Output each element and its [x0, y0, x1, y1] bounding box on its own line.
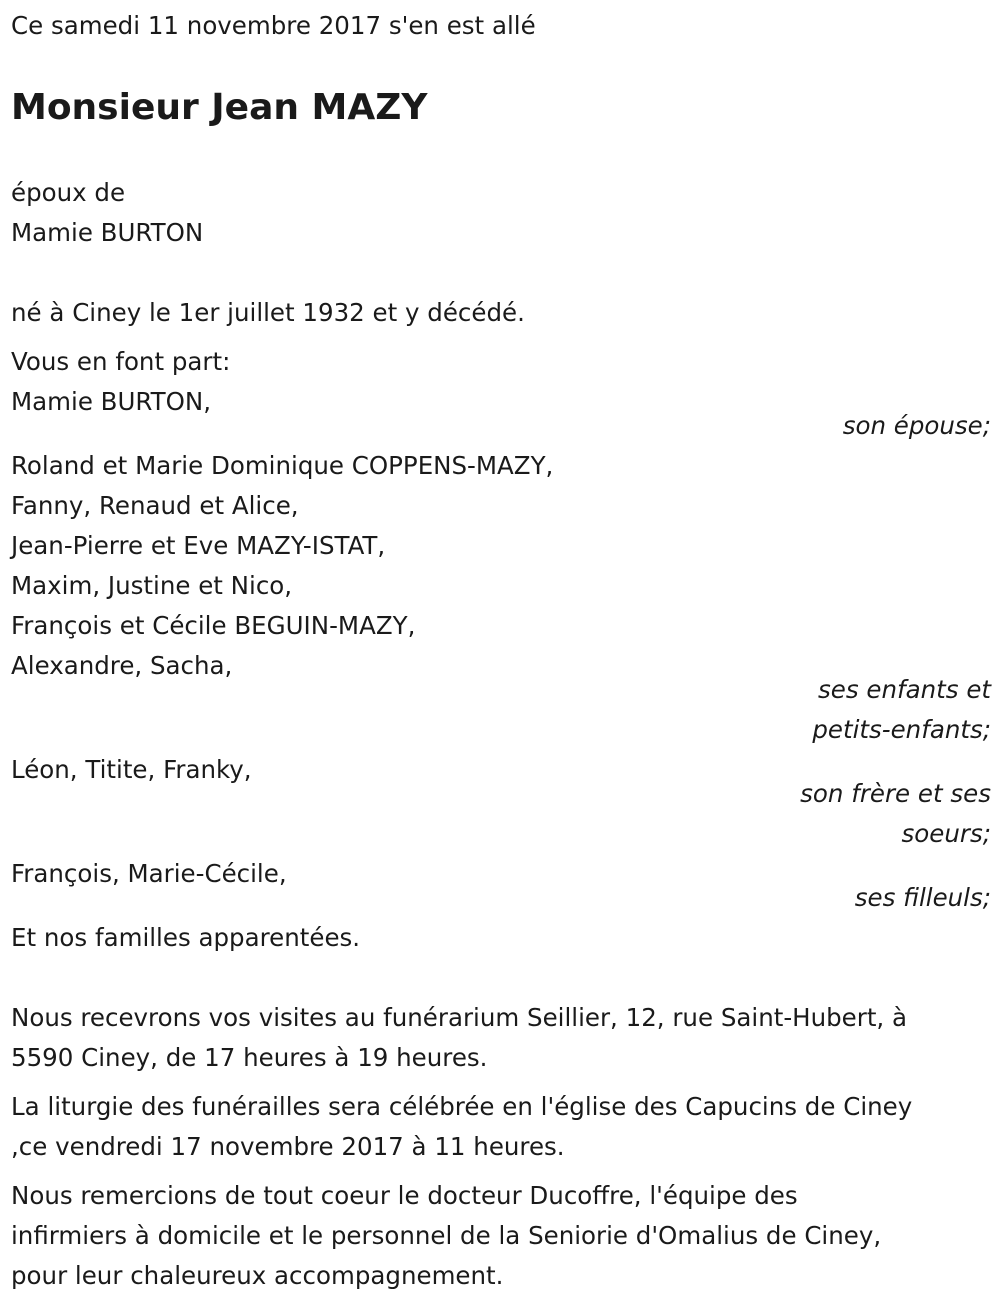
family-group-godchildren: [11, 854, 991, 918]
intro-text: Ce samedi 11 novembre 2017 s'en est allé: [11, 11, 536, 40]
family-group-children: [11, 446, 991, 750]
family-member-line: Jean-Pierre et Eve MAZY-ISTAT,: [11, 531, 386, 560]
family-member-line: Maxim, Justine et Nico,: [11, 571, 293, 600]
family-group-spouse: [11, 382, 991, 446]
announce-title: Vous en font part:: [11, 347, 231, 376]
family-member-line: François, Marie-Cécile,: [11, 859, 287, 888]
paragraph-line: infirmiers à domicile et le personnel de la Seniorie d'Omalius de Ciney,: [11, 1221, 882, 1250]
relation-label: son épouse;: [842, 411, 991, 440]
paragraph-line: Nous remercions de tout coeur le docteur Ducoffre, l'équipe des: [11, 1181, 798, 1210]
family-member-line: Fanny, Renaud et Alice,: [11, 491, 299, 520]
families-text: Et nos familles apparentées.: [11, 923, 361, 952]
liturgy-paragraph: [11, 1087, 991, 1167]
family-member-line: Alexandre, Sacha,: [11, 651, 233, 680]
paragraph-line: Nous recevrons vos visites au funérarium Seillier, 12, rue Saint-Hubert, à: [11, 1003, 908, 1032]
family-group-siblings: [11, 750, 991, 854]
relation-label: son frère et ses: [800, 779, 991, 808]
family-member-line: Mamie BURTON,: [11, 387, 212, 416]
relation-label: soeurs;: [901, 819, 991, 848]
paragraph-line: ,ce vendredi 17 novembre 2017 à 11 heures.: [11, 1132, 565, 1161]
obituary-notice: [11, 6, 991, 1296]
visits-paragraph: [11, 998, 991, 1078]
paragraph-line: pour leur chaleureux accompagnement.: [11, 1261, 504, 1290]
family-member-line: Léon, Titite, Franky,: [11, 755, 252, 784]
birth-death-text: né à Ciney le 1er juillet 1932 et y décédé.: [11, 298, 525, 327]
family-member-line: François et Cécile BEGUIN-MAZY,: [11, 611, 416, 640]
thanks-paragraph: [11, 1176, 991, 1296]
family-member-line: Roland et Marie Dominique COPPENS-MAZY,: [11, 451, 554, 480]
relation-label: ses filleuls;: [854, 883, 991, 912]
deceased-name: Monsieur Jean MAZY: [11, 87, 428, 128]
relation-label: petits-enfants;: [812, 715, 991, 744]
relation-label: ses enfants et: [818, 675, 991, 704]
paragraph-line: La liturgie des funérailles sera célébrée en l'église des Capucins de Ciney: [11, 1092, 913, 1121]
paragraph-line: 5590 Ciney, de 17 heures à 19 heures.: [11, 1043, 488, 1072]
spouse-info: [11, 173, 991, 253]
spouse-line: époux de: [11, 178, 126, 207]
spouse-line: Mamie BURTON: [11, 218, 204, 247]
